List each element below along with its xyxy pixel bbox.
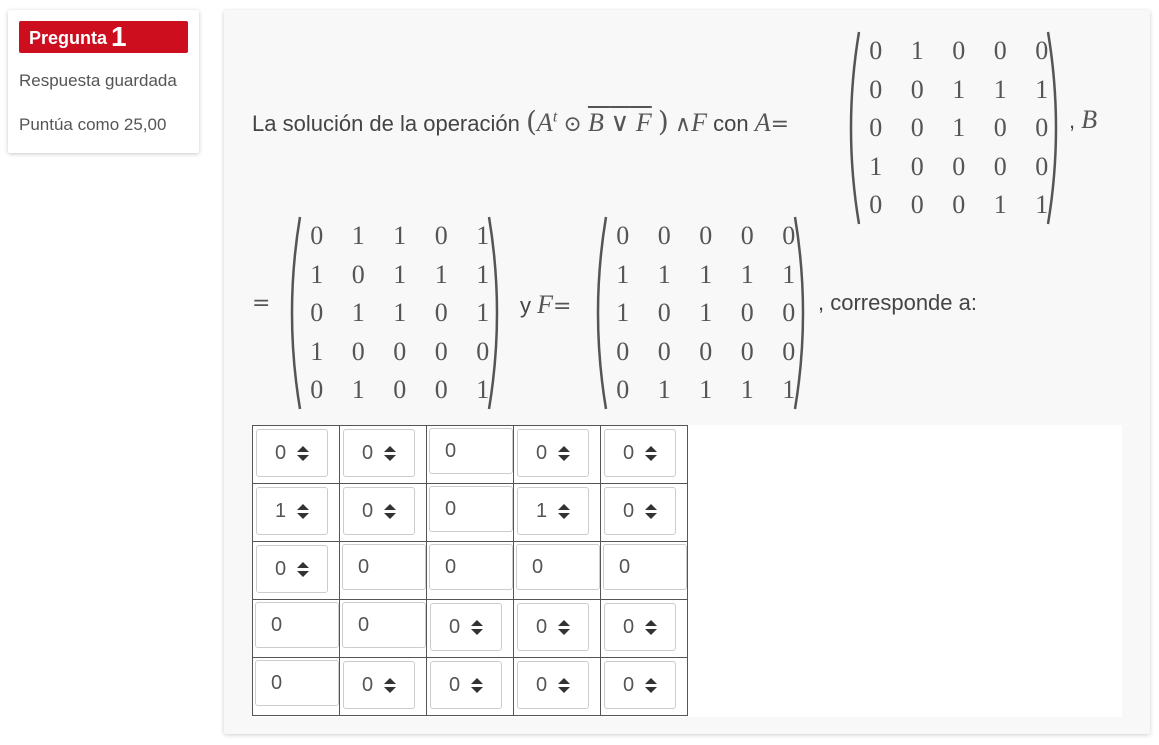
answer-cell [427,600,514,658]
matrix-f-cell: 0 [782,336,796,366]
answer-input[interactable] [516,544,600,590]
question-text-line1 [252,105,789,138]
matrix-a-cell: 0 [1035,36,1049,65]
answer-select[interactable] [343,487,415,535]
answer-select-value: 0 [362,442,374,464]
matrix-a-cell: 1 [869,151,883,181]
answer-input-value: 0 [358,556,370,578]
matrix-a [841,28,1066,228]
matrix-b-cell: 0 [476,336,490,366]
matrix-f-cell: 0 [782,298,796,327]
matrix-f-cell: 1 [740,375,754,404]
matrix-f-cell: 1 [657,375,671,404]
answer-cell [601,542,688,600]
matrix-f-cell: 0 [657,221,671,250]
answer-input[interactable] [255,660,339,706]
select-arrows-icon [558,678,568,694]
matrix-b-cell: 1 [310,259,324,289]
answer-select-value: 0 [449,674,461,696]
matrix-b-cell: 1 [476,221,490,250]
answer-select[interactable] [604,661,676,709]
matrix-a-cell: 0 [910,190,924,219]
matrix-a-cell: 0 [993,113,1007,142]
answer-cell [253,484,340,542]
word-con: con [713,111,749,136]
answer-cell [601,658,688,716]
matrix-b-cell: 1 [393,221,407,250]
matrix-f-cell: 0 [657,336,671,366]
matrix-f-cell: 1 [616,259,630,289]
answer-select[interactable] [517,487,589,535]
select-arrows-icon [471,678,481,694]
matrix-a-cell: 1 [952,74,966,104]
equals-B: = [252,291,271,316]
math-At: $A^t$ [536,108,558,137]
answer-input[interactable] [603,544,687,590]
select-arrows-icon [645,678,655,694]
answer-area [252,425,1122,717]
select-arrows-icon [558,504,568,520]
answer-input-value: 0 [532,556,544,578]
matrix-f-cell: 0 [740,298,754,327]
matrix-b-cell: 0 [434,221,448,250]
matrix-b-cell: 1 [434,259,448,289]
answer-grid [252,425,688,716]
matrix-a-cell: 0 [993,151,1007,181]
answer-select-value: 0 [362,674,374,696]
matrix-f-cell: 0 [740,336,754,366]
matrix-a-cell: 0 [993,36,1007,65]
answer-row [253,484,688,542]
matrix-f [588,213,813,413]
answer-cell [601,426,688,484]
answer-select-value: 0 [275,442,287,464]
select-arrows-icon [297,562,307,578]
matrix-f-cell: 1 [782,375,796,404]
matrix-a-cell: 1 [993,190,1007,219]
answer-select[interactable] [256,545,328,593]
odot-symbol: ⊙ [563,112,582,137]
matrix-f-cell: 1 [740,259,754,289]
matrix-b-cell: 1 [476,375,490,404]
matrix-b-cell: 0 [393,336,407,366]
answer-cell [253,658,340,716]
answer-cell [427,658,514,716]
select-arrows-icon [645,620,655,636]
answer-select[interactable] [517,603,589,651]
answer-cell [514,484,601,542]
select-arrows-icon [384,504,394,520]
answer-select[interactable] [343,661,415,709]
matrix-a-cell: 0 [952,36,966,65]
matrix-a-cell: 1 [910,36,924,65]
answer-input-value: 0 [271,672,283,694]
matrix-f-cell: 1 [699,375,713,404]
matrix-a-cell: 0 [869,36,883,65]
matrix-a-cell: 0 [869,113,883,142]
select-arrows-icon [645,446,655,462]
answer-select[interactable] [256,429,328,477]
answer-input[interactable] [429,544,513,590]
answer-cell [514,658,601,716]
matrix-a-cell: 0 [952,151,966,181]
matrix-f-cell: 0 [740,221,754,250]
matrix-b-cells [296,217,504,410]
answer-select[interactable] [430,661,502,709]
answer-cell [340,542,427,600]
answer-cell [514,426,601,484]
question-number: 1 [111,21,127,52]
matrix-f-cell: 0 [657,298,671,327]
math-F-eq: F [537,290,554,319]
matrix-a-cell: 1 [952,113,966,142]
matrix-b-cell: 1 [351,221,365,250]
question-intro: La solución de la operación [252,111,520,136]
matrix-f-cell: 0 [782,221,796,250]
matrix-f-cell: 0 [616,375,630,404]
answer-input-value: 0 [445,498,457,520]
matrix-b-cell: 0 [310,375,324,404]
matrix-b [282,213,507,413]
math-B: B [1081,105,1098,134]
answer-cell [340,426,427,484]
answer-select[interactable] [604,429,676,477]
and-symbol: ∧ [674,112,692,137]
matrix-f-cell: 0 [616,336,630,366]
matrix-a-cells [855,32,1063,225]
question-content [224,10,1150,734]
select-arrows-icon [471,620,481,636]
comma-b: , B [1069,105,1098,134]
answer-cell [253,542,340,600]
answer-cell [514,542,601,600]
select-arrows-icon [558,620,568,636]
answer-select-value: 0 [275,558,287,580]
question-label: Pregunta [29,28,108,48]
select-arrows-icon [297,446,307,462]
answer-select-value: 1 [275,500,287,522]
matrix-a-cell: 1 [1035,74,1049,104]
matrix-b-cell: 1 [476,298,490,327]
answer-cell [253,426,340,484]
answer-select-value: 0 [449,616,461,638]
matrix-f-cells [602,217,810,410]
answer-select[interactable] [256,487,328,535]
select-arrows-icon [297,504,307,520]
select-arrows-icon [384,678,394,694]
answer-select-value: 0 [623,500,635,522]
answer-select[interactable] [517,429,589,477]
question-number-badge [19,21,188,53]
answer-select[interactable] [604,487,676,535]
matrix-b-cell: 0 [310,298,324,327]
matrix-a-cell: 0 [910,151,924,181]
matrix-b-cell: 1 [310,336,324,366]
word-y: y [520,293,531,318]
question-info-panel [8,10,199,153]
answer-cell [427,426,514,484]
question-text-y: y F= [520,290,572,319]
matrix-b-cell: 0 [434,375,448,404]
matrix-f-cell: 1 [657,259,671,289]
matrix-b-cell: 1 [393,298,407,327]
matrix-f-cell: 0 [699,336,713,366]
answer-select[interactable] [517,661,589,709]
matrix-f-cell: 1 [782,259,796,289]
answer-select-value: 0 [623,442,635,464]
matrix-b-cell: 0 [351,259,365,289]
answer-input-value: 0 [619,556,631,578]
answer-cell [340,484,427,542]
math-F: F [691,108,707,137]
matrix-a-cell: 0 [869,190,883,219]
matrix-f-cell: 1 [699,259,713,289]
answer-row [253,542,688,600]
matrix-a-cell: 0 [1035,151,1049,181]
answer-input-value: 0 [445,556,457,578]
matrix-f-cell: 1 [699,298,713,327]
matrix-b-cell: 1 [393,259,407,289]
answer-select[interactable] [604,603,676,651]
answer-select-value: 0 [362,500,374,522]
answer-select[interactable] [430,603,502,651]
matrix-b-cell: 0 [393,375,407,404]
answer-input[interactable] [342,544,426,590]
matrix-b-cell: 1 [476,259,490,289]
matrix-a-cell: 0 [1035,113,1049,142]
matrix-f-cell: 0 [699,221,713,250]
answer-cell [601,600,688,658]
answer-select-value: 0 [623,616,635,638]
matrix-a-cell: 0 [869,74,883,104]
answer-input[interactable] [255,602,339,648]
answer-cell [601,484,688,542]
answer-select-value: 0 [536,616,548,638]
matrix-a-cell: 0 [910,74,924,104]
answer-select-value: 0 [536,442,548,464]
answer-input[interactable] [429,486,513,532]
answer-select-value: 0 [536,674,548,696]
answer-cell [427,542,514,600]
matrix-b-cell: 0 [310,221,324,250]
question-state: Respuesta guardada [19,71,177,90]
answer-cell [427,484,514,542]
answer-input-value: 0 [271,614,283,636]
answer-cell [340,658,427,716]
answer-row [253,658,688,716]
equals-A: = [770,112,790,137]
answer-input-value: 0 [358,614,370,636]
answer-input[interactable] [429,428,513,474]
math-b-or-f-complement: B ∨ F [587,108,652,137]
paren-close: ) [657,105,669,138]
matrix-a-cell: 0 [910,113,924,142]
math-A-eq: A [754,108,771,137]
select-arrows-icon [645,504,655,520]
select-arrows-icon [558,446,568,462]
answer-input-value: 0 [445,440,457,462]
matrix-b-cell: 0 [434,336,448,366]
answer-cell [340,600,427,658]
matrix-b-cell: 0 [434,298,448,327]
answer-select-value: 1 [536,500,548,522]
matrix-b-cell: 1 [351,298,365,327]
matrix-f-cell: 0 [616,221,630,250]
matrix-a-cell: 1 [993,74,1007,104]
answer-select[interactable] [343,429,415,477]
answer-row [253,600,688,658]
answer-input[interactable] [342,602,426,648]
answer-cell [514,600,601,658]
select-arrows-icon [384,446,394,462]
paren-open: ( [525,105,537,138]
question-grade: Puntúa como 25,00 [19,115,167,134]
answer-cell [253,600,340,658]
answer-select-value: 0 [623,674,635,696]
matrix-b-cell: 0 [351,336,365,366]
matrix-a-cell: 1 [1035,190,1049,219]
question-tail: , corresponde a: [818,290,977,315]
matrix-f-cell: 1 [616,298,630,327]
answer-row [253,426,688,484]
matrix-a-cell: 0 [952,190,966,219]
matrix-b-cell: 1 [351,375,365,404]
